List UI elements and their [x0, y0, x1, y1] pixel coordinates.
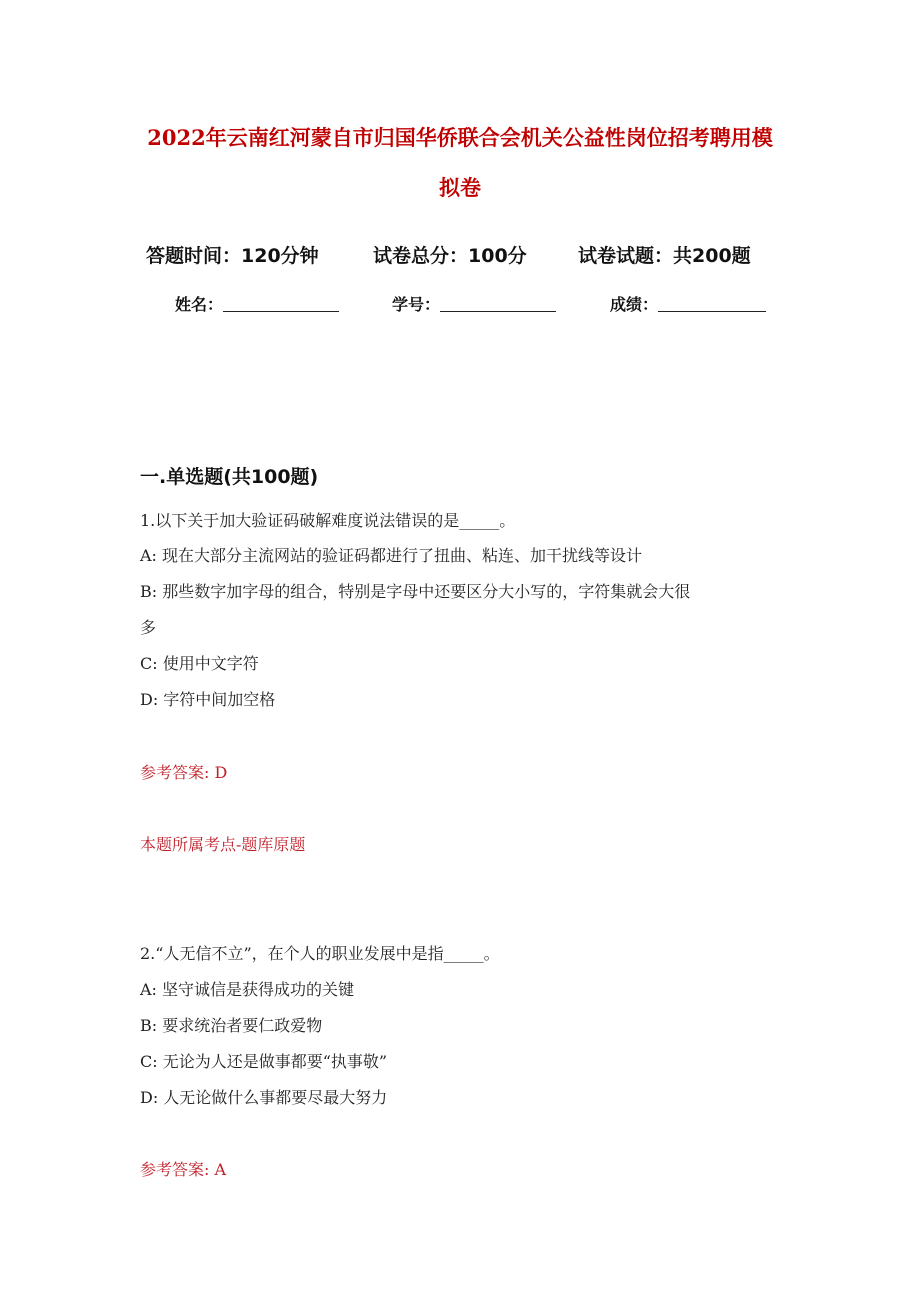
exam-time: 答题时间：120分钟 — [146, 245, 319, 267]
grade-blank — [658, 295, 766, 312]
name-field — [175, 292, 339, 315]
question-1-option-a: A: 现在大部分主流网站的验证码都进行了扭曲、粘连、加干扰线等设计 — [140, 546, 643, 565]
question-1-stem: 1.以下关于加大验证码破解难度说法错误的是_____。 — [140, 511, 516, 530]
question-2-answer: 参考答案: A — [140, 1160, 227, 1179]
exam-total-score: 试卷总分：100分 — [373, 245, 527, 267]
exam-title-line2: 拟卷 — [439, 175, 481, 200]
question-1-option-d: D: 字符中间加空格 — [140, 690, 276, 709]
question-1-note: 本题所属考点-题库原题 — [140, 835, 306, 854]
question-2-option-c: C: 无论为人还是做事都要“执事敬” — [140, 1052, 388, 1071]
grade-label: 成绩： — [610, 295, 659, 314]
section-heading: 一.单选题(共100题) — [140, 466, 319, 488]
student-id-blank — [440, 295, 556, 312]
question-1-option-c: C: 使用中文字符 — [140, 654, 259, 673]
question-1-option-b-line1: B: 那些数字加字母的组合，特别是字母中还要区分大小写的，字符集就会大很 — [140, 582, 691, 601]
grade-field — [610, 292, 766, 315]
question-1-option-b-line2: 多 — [140, 618, 157, 637]
exam-question-count: 试卷试题：共200题 — [578, 245, 751, 267]
question-2-stem: 2.“人无信不立”，在个人的职业发展中是指_____。 — [140, 944, 500, 963]
question-1-answer: 参考答案: D — [140, 763, 228, 782]
question-2-option-d: D: 人无论做什么事都要尽最大努力 — [140, 1088, 388, 1107]
name-blank — [223, 295, 339, 312]
name-label: 姓名： — [175, 295, 224, 314]
student-id-label: 学号： — [392, 295, 441, 314]
question-2-option-a: A: 坚守诚信是获得成功的关键 — [140, 980, 355, 999]
exam-title-line1: 2022年云南红河蒙自市归国华侨联合会机关公益性岗位招考聘用模 — [147, 125, 773, 150]
question-2-option-b: B: 要求统治者要仁政爱物 — [140, 1016, 323, 1035]
student-id-field — [392, 292, 556, 315]
